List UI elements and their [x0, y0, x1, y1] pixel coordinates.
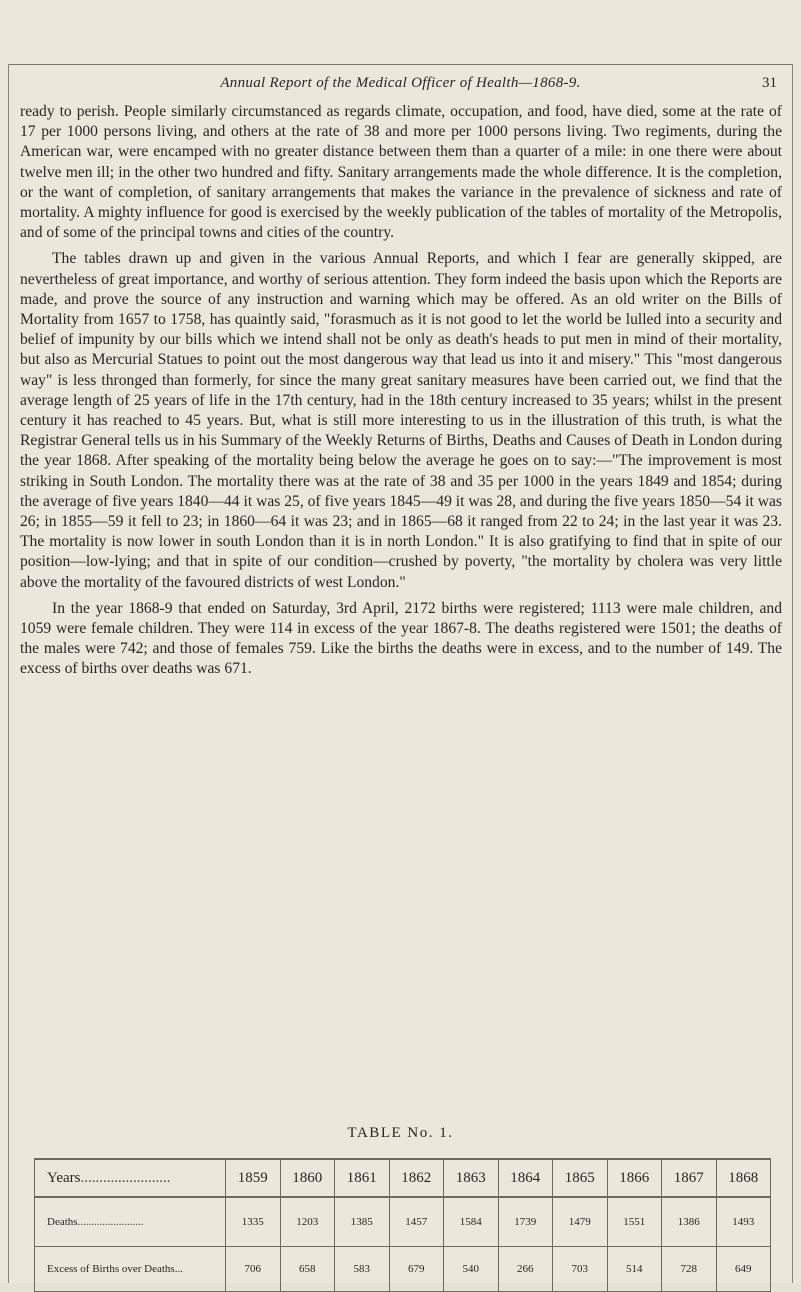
table-cell: 1493 [716, 1197, 771, 1247]
table-cell: 1867 [662, 1159, 717, 1197]
table-cell: 649 [716, 1247, 771, 1292]
table-cell: 1868 [716, 1159, 771, 1197]
row-label: Deaths [47, 1216, 78, 1228]
table-cell: 1860 [280, 1159, 335, 1197]
table-cell: 1862 [389, 1159, 444, 1197]
row-label-cell [35, 1197, 226, 1247]
births-deaths-table [34, 1158, 771, 1292]
table-cell: 1859 [226, 1159, 281, 1197]
table-row-deaths [35, 1197, 771, 1247]
table-row-excess [35, 1247, 771, 1292]
row-label-cell [35, 1247, 226, 1292]
table-cell: 583 [335, 1247, 390, 1292]
table-cell: 1739 [498, 1197, 553, 1247]
table-cell: 1386 [662, 1197, 717, 1247]
table-title: TABLE No. 1. [347, 1125, 454, 1141]
dot-leader: ........................ [80, 1169, 171, 1186]
table-cell: 540 [444, 1247, 499, 1292]
table-cell: 1385 [335, 1197, 390, 1247]
table-cell: 728 [662, 1247, 717, 1292]
table-cell: 1866 [607, 1159, 662, 1197]
table-cell: 706 [226, 1247, 281, 1292]
row-label: Years [47, 1169, 81, 1186]
table-cell: 1865 [553, 1159, 608, 1197]
page-number: 31 [762, 75, 777, 91]
table-cell: 1584 [444, 1197, 499, 1247]
table-cell: 266 [498, 1247, 553, 1292]
table-cell: 514 [607, 1247, 662, 1292]
paragraph-2: The tables drawn up and given in the various Annual Reports, and which I fear are generally skipped, are nevertheless of great importance, and worthy of serious attention. They form indeed the basis upon which the Reports are made, and prove the source of any instruction and warning which may be offered. As an old writer on the Bills of Mortality from 1657 to 1758, has quaintly said, "forasmuch as it is not good to let the world be lulled into a security and belief of impunity by our bills which we intend shall not be only as death's heads to put men in mind of their mortality, but also as Mercurial Statues to point out the most dangerous way that lead us into it and misery." This "most dangerous way" is less thronged than formerly, for since the many great sanitary measures have been carried out, we find that the average length of 25 years of life in the 17th century, had in the 18th century increased to 35 years; whilst in the present century it has reached to 45 years. But, what is still more interesting to us in the illustration of this truth, is what the Registrar General tells us in his Summary of the Weekly Returns of Births, Deaths and Causes of Death in London during the year 1868. After speaking of the mortality being below the average he goes on to say:—"The improvement is most striking in South London. The mortality there was at the rate of 38 and 35 per 1000 in the years 1849 and 1854; during the average of five years 1840—44 it was 25, of five years 1845—49 it was 28, and during the five years 1850—54 it was 26; in 1855—59 it fell to 23; in 1860—64 it was 23; and in 1865—68 it ranged from 22 to 24; in the last year it was 23. The mortality is now lower in south London than it is in north London." It is also gratifying to find that in spite of our position—low-lying; and that in spite of our condition—crushed by poverty, "the mortality by cholera was very little above the mortality of the favoured districts of west London." [20, 250, 782, 591]
table-cell: 679 [389, 1247, 444, 1292]
table-row-years [35, 1159, 771, 1197]
table-cell: 1203 [280, 1197, 335, 1247]
page-left-edge [8, 64, 9, 1283]
running-header-title: Annual Report of the Medical Officer of Health—1868-9. [220, 75, 581, 91]
top-rule [8, 64, 793, 65]
row-label: Excess of Births over Deaths... [47, 1263, 183, 1275]
table-cell: 1864 [498, 1159, 553, 1197]
paragraph-3: In the year 1868-9 that ended on Saturday, 3rd April, 2172 births were registered; 1113 were male children, and 1059 were female children. They were 114 in excess of the year 1867-8. The deaths registered were 1501; the deaths of the males were 742; and those of females 759. Like the births the deaths were in excess, and to the number of 149. The excess of births over deaths was 671. [20, 599, 782, 678]
table-cell: 1335 [226, 1197, 281, 1247]
body-text [20, 102, 782, 686]
table-cell: 1457 [389, 1197, 444, 1247]
table-cell: 1479 [553, 1197, 608, 1247]
dot-leader: ........................ [77, 1216, 144, 1228]
table-cell: 658 [280, 1247, 335, 1292]
page-right-edge [792, 64, 793, 1283]
table-cell: 1863 [444, 1159, 499, 1197]
row-label-cell [35, 1159, 226, 1197]
table-cell: 1551 [607, 1197, 662, 1247]
table-cell: 703 [553, 1247, 608, 1292]
paragraph-1: ready to perish. People similarly circumstanced as regards climate, occupation, and food, have died, some at the rate of 17 per 1000 persons living, and others at the rate of 38 and more per 1000 persons living. Two regiments, during the American war, were encamped with no greater distance between them than a quarter of a mile: in one there were about twelve men ill; in the other two hundred and fifty. Sanitary arrangements made the whole difference. It is the completion, or the want of completion, of sanitary arrangements that makes the variance in the prevalence of sickness and rate of mortality. A mighty influence for good is exercised by the weekly publication of the tables of mortality of the Metropolis, and of some of the principal towns and cities of the country. [20, 103, 782, 242]
table-cell: 1861 [335, 1159, 390, 1197]
